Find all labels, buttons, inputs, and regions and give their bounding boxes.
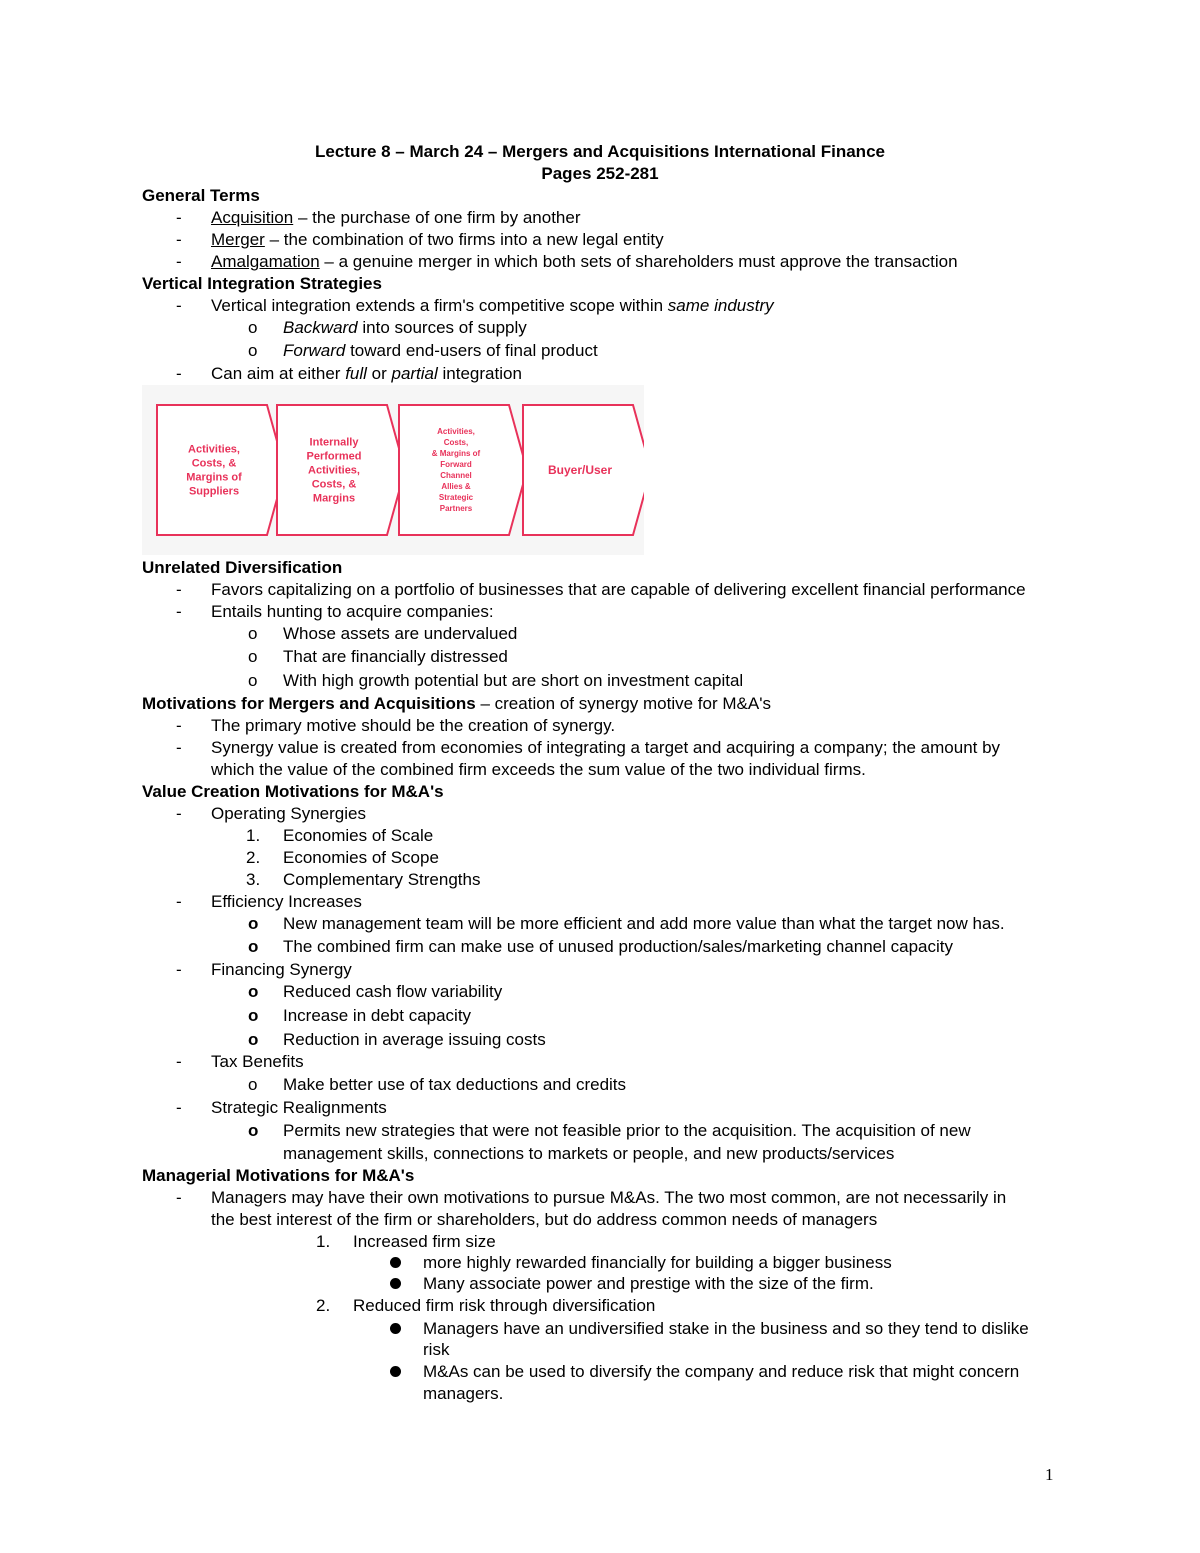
bullet-item: Managers have an undiversified stake in the business and so they tend to dislike bbox=[423, 1319, 1029, 1338]
sub-list-item: The combined firm can make use of unused production/sales/marketing channel capacity bbox=[283, 937, 953, 956]
bullet-dot bbox=[390, 1323, 401, 1334]
list-item bbox=[211, 364, 522, 384]
dash-marker: - bbox=[176, 804, 182, 823]
list-item: Entails hunting to acquire companies: bbox=[211, 602, 494, 621]
bullet-item: M&As can be used to diversify the company and reduce risk that might concern bbox=[423, 1362, 1020, 1381]
circle-bullet: o bbox=[248, 647, 258, 666]
list-item bbox=[211, 296, 774, 316]
chevron-label: Activities, bbox=[308, 464, 360, 477]
value-chain-diagram bbox=[142, 385, 644, 555]
dash-marker: - bbox=[176, 580, 182, 599]
list-item: Strategic Realignments bbox=[211, 1098, 387, 1117]
dash-marker: - bbox=[176, 1052, 182, 1071]
list-item: Synergy value is created from economies of integrating a target and acquiring a company; the amount by bbox=[211, 738, 1001, 757]
term-acquisition bbox=[211, 208, 581, 228]
circle-bullet: o bbox=[248, 671, 258, 690]
section-heading-motivations bbox=[142, 694, 771, 714]
list-item: Tax Benefits bbox=[211, 1052, 304, 1071]
text: integration bbox=[437, 364, 522, 383]
chevron-label: Strategic bbox=[438, 493, 474, 503]
list-item: The primary motive should be the creation of synergy. bbox=[211, 716, 616, 735]
chevron-label: Costs, bbox=[443, 438, 469, 448]
term-merger bbox=[211, 230, 664, 250]
section-heading-unrelated-diversification: Unrelated Diversification bbox=[142, 558, 343, 577]
sub-list-item: Increase in debt capacity bbox=[283, 1006, 472, 1025]
section-heading-managerial: Managerial Motivations for M&A's bbox=[142, 1166, 415, 1185]
term-definition: – the combination of two firms into a new legal entity bbox=[264, 230, 664, 249]
page-number: 1 bbox=[1045, 1465, 1054, 1484]
emphasis: partial bbox=[391, 364, 438, 383]
heading-text: Motivations for Mergers and Acquisitions bbox=[142, 694, 476, 713]
sub-list-item: Permits new strategies that were not feasible prior to the acquisition. The acquisition of new bbox=[283, 1121, 971, 1140]
chevron-label: Costs, & bbox=[311, 478, 357, 491]
dash-marker: - bbox=[176, 230, 182, 249]
list-item-continuation: which the value of the combined firm exceeds the sum value of the two individual firms. bbox=[211, 760, 866, 779]
chevron-label: Channel bbox=[440, 471, 472, 481]
term-definition: – the purchase of one firm by another bbox=[293, 208, 581, 227]
list-item: Efficiency Increases bbox=[211, 892, 362, 911]
dash-marker: - bbox=[176, 364, 182, 383]
dash-marker: - bbox=[176, 252, 182, 271]
bullet-item-continuation: managers. bbox=[423, 1384, 504, 1403]
text: into sources of supply bbox=[357, 318, 527, 337]
list-item: Operating Synergies bbox=[211, 804, 366, 823]
emphasis: Forward bbox=[283, 341, 346, 360]
chevron-label: Margins bbox=[312, 492, 356, 505]
number-marker: 3. bbox=[246, 870, 261, 889]
sub-list-item: Make better use of tax deductions and credits bbox=[283, 1075, 627, 1094]
dash-marker: - bbox=[176, 960, 182, 979]
numbered-item: Economies of Scale bbox=[283, 826, 434, 845]
emphasis: same industry bbox=[667, 296, 774, 315]
number-marker: 1. bbox=[246, 826, 261, 845]
term-label: Merger bbox=[211, 230, 265, 249]
chevron-label: Suppliers bbox=[188, 485, 240, 498]
numbered-item: Economies of Scope bbox=[283, 848, 439, 867]
text: Can aim at either bbox=[211, 364, 346, 383]
chevron-label: Forward bbox=[440, 460, 472, 470]
bullet-item-continuation: risk bbox=[423, 1340, 450, 1359]
chevron-label: Allies & bbox=[441, 482, 471, 492]
section-heading-vertical-integration: Vertical Integration Strategies bbox=[142, 274, 382, 293]
circle-bullet: o bbox=[248, 624, 258, 643]
circle-bullet: o bbox=[248, 318, 258, 337]
section-heading-value-creation: Value Creation Motivations for M&A's bbox=[142, 782, 444, 801]
sub-list-item: Reduction in average issuing costs bbox=[283, 1030, 546, 1049]
bullet-dot bbox=[390, 1257, 401, 1268]
term-label: Acquisition bbox=[211, 208, 294, 227]
document-title: Lecture 8 – March 24 – Mergers and Acquisitions International Finance bbox=[315, 142, 885, 161]
sub-list-item bbox=[283, 318, 527, 338]
number-marker: 1. bbox=[316, 1232, 331, 1251]
heading-suffix: – creation of synergy motive for M&A's bbox=[475, 694, 771, 713]
chevron-label: Activities, bbox=[437, 427, 475, 437]
bullet-item: more highly rewarded financially for building a bigger business bbox=[423, 1253, 892, 1272]
list-item: Managers may have their own motivations to pursue M&As. The two most common, are not necessarily in bbox=[211, 1188, 1007, 1207]
list-item-continuation: the best interest of the firm or shareholders, but do address common needs of managers bbox=[211, 1210, 878, 1229]
list-item: Financing Synergy bbox=[211, 960, 352, 979]
dash-marker: - bbox=[176, 296, 182, 315]
circle-bullet: o bbox=[248, 341, 258, 360]
sub-list-item-continuation: management skills, connections to markets or people, and new products/services bbox=[283, 1144, 895, 1163]
chevron-label: Margins of bbox=[186, 471, 242, 484]
bullet-dot bbox=[390, 1366, 401, 1377]
emphasis: Backward bbox=[283, 318, 358, 337]
document-subtitle: Pages 252-281 bbox=[541, 164, 659, 183]
chevron-box bbox=[399, 405, 527, 535]
sub-list-item: Whose assets are undervalued bbox=[283, 624, 518, 643]
sub-list-item: That are financially distressed bbox=[283, 647, 508, 666]
chevron-label: Buyer/User bbox=[547, 463, 613, 477]
dash-marker: - bbox=[176, 892, 182, 911]
text: toward end-users of final product bbox=[345, 341, 598, 360]
circle-bullet: o bbox=[248, 1030, 259, 1049]
chevron-label: & Margins of bbox=[431, 449, 481, 459]
circle-bullet: o bbox=[248, 1121, 259, 1140]
chevron-label: Partners bbox=[439, 504, 473, 514]
numbered-item: Reduced firm risk through diversification bbox=[353, 1296, 656, 1315]
dash-marker: - bbox=[176, 738, 182, 757]
list-item: Favors capitalizing on a portfolio of businesses that are capable of delivering excellent financial performance bbox=[211, 580, 1026, 599]
circle-bullet: o bbox=[248, 914, 259, 933]
chevron-label: Performed bbox=[306, 450, 362, 463]
chevron-label: Activities, bbox=[188, 443, 240, 456]
sub-list-item: With high growth potential but are short on investment capital bbox=[283, 671, 744, 690]
circle-bullet: o bbox=[248, 1075, 258, 1094]
term-label: Amalgamation bbox=[211, 252, 320, 271]
number-marker: 2. bbox=[316, 1296, 331, 1315]
circle-bullet: o bbox=[248, 937, 259, 956]
numbered-item: Increased firm size bbox=[353, 1232, 496, 1251]
circle-bullet: o bbox=[248, 1006, 259, 1025]
section-heading-general-terms: General Terms bbox=[142, 186, 260, 205]
text: Vertical integration extends a firm's competitive scope within bbox=[211, 296, 668, 315]
term-definition: – a genuine merger in which both sets of shareholders must approve the transaction bbox=[319, 252, 958, 271]
chevron-label: Costs, & bbox=[191, 457, 237, 470]
number-marker: 2. bbox=[246, 848, 261, 867]
dash-marker: - bbox=[176, 602, 182, 621]
sub-list-item: New management team will be more efficient and add more value than what the target now has. bbox=[283, 914, 1005, 933]
chevron-box bbox=[157, 405, 285, 535]
dash-marker: - bbox=[176, 1098, 182, 1117]
emphasis: full bbox=[345, 364, 367, 383]
sub-list-item: Reduced cash flow variability bbox=[283, 982, 503, 1001]
text: or bbox=[366, 364, 392, 383]
sub-list-item bbox=[283, 341, 598, 361]
dash-marker: - bbox=[176, 1188, 182, 1207]
dash-marker: - bbox=[176, 716, 182, 735]
bullet-item: Many associate power and prestige with the size of the firm. bbox=[423, 1274, 874, 1293]
term-amalgamation bbox=[211, 252, 958, 272]
chevron-label: Internally bbox=[309, 436, 359, 449]
circle-bullet: o bbox=[248, 982, 259, 1001]
bullet-dot bbox=[390, 1278, 401, 1289]
dash-marker: - bbox=[176, 208, 182, 227]
numbered-item: Complementary Strengths bbox=[283, 870, 481, 889]
